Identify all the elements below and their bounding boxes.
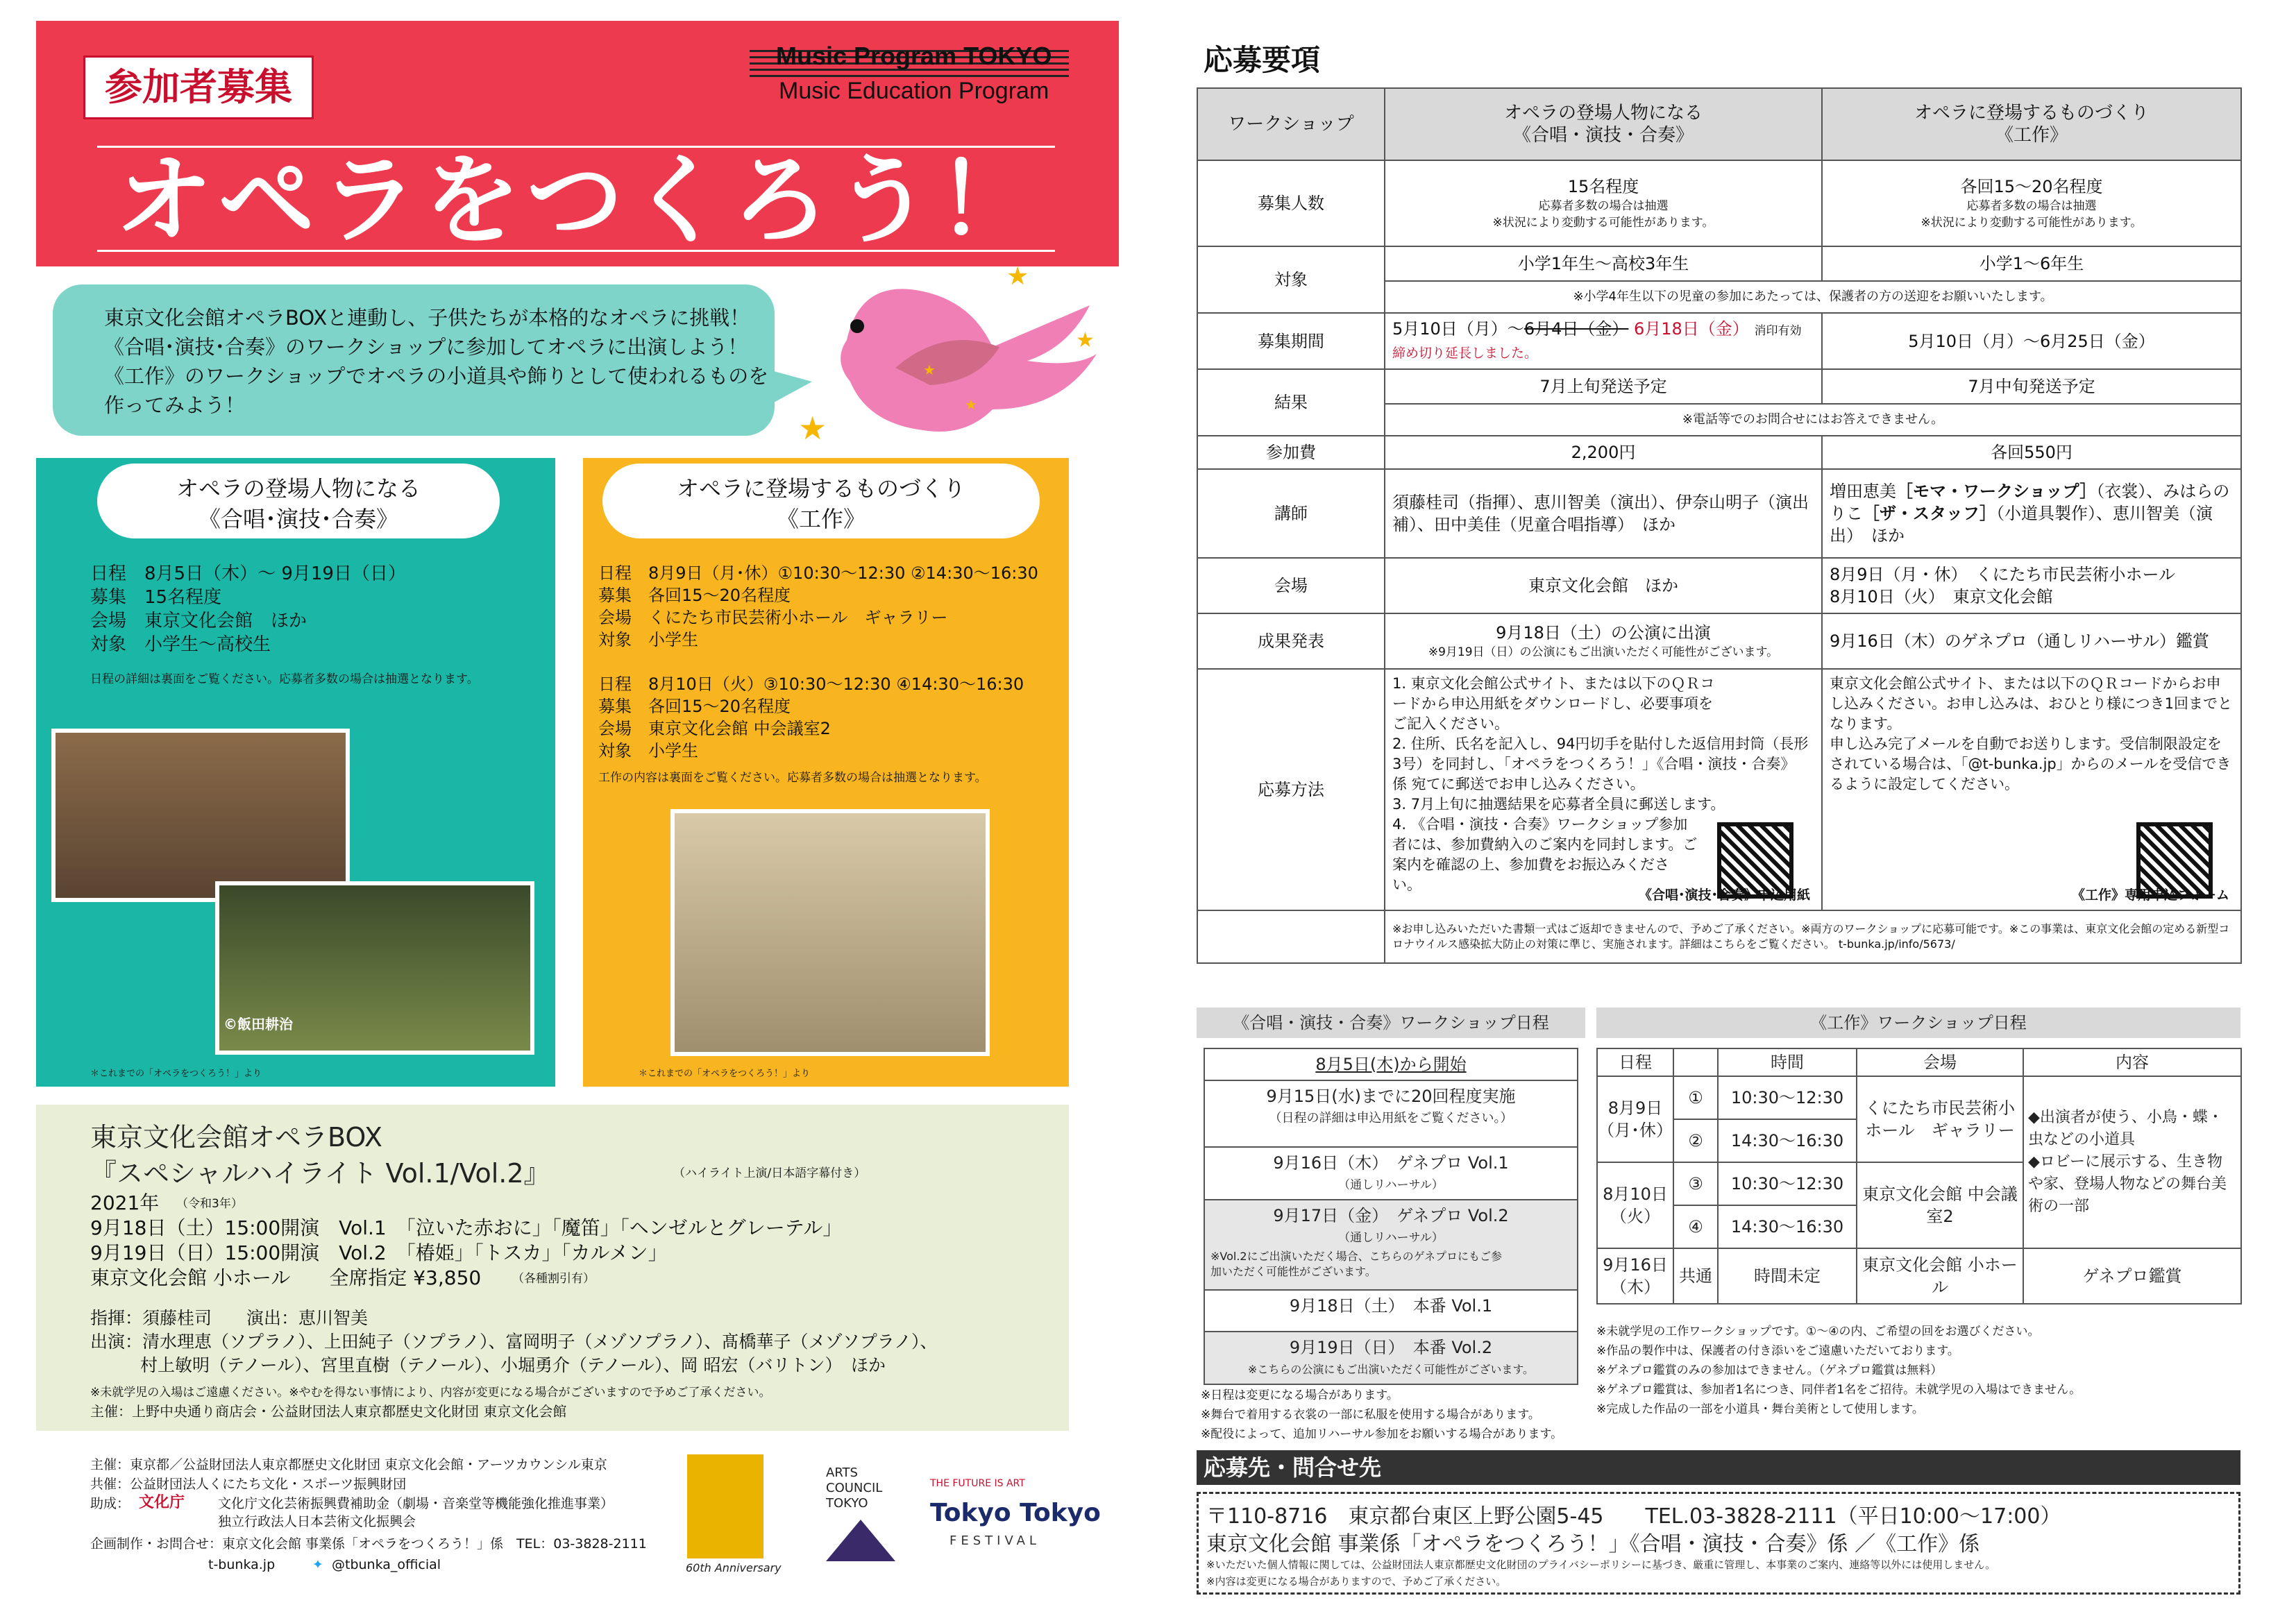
target-a: 小学1年生～高校3年生 bbox=[1385, 246, 1822, 281]
opera-box-subtitle: 『スペシャルハイライト Vol.1/Vol.2』 bbox=[90, 1158, 550, 1189]
fee-a: 2,200円 bbox=[1385, 436, 1822, 469]
footer-grant-label: 助成： bbox=[90, 1496, 130, 1511]
schedule-a-note: ※Vol.2にご出演いただく場合、こちらのゲネプロにもご参 bbox=[1210, 1250, 1502, 1263]
apply-b bbox=[1822, 669, 2241, 910]
page-title: オペラをつくろう！ bbox=[115, 144, 1040, 257]
session-content bbox=[2023, 1076, 2241, 1248]
row-label: 講師 bbox=[1197, 469, 1385, 558]
session-time: 14:30～16:30 bbox=[1718, 1119, 1857, 1162]
schedule-b-title: 《工作》ワークショップ日程 bbox=[1596, 1008, 2240, 1038]
arts-council-logo bbox=[826, 1465, 882, 1511]
workshop-b-s1-date: 日程 8月9日（月･休）①10:30～12:30 ②14:30～16:30 bbox=[598, 563, 1038, 583]
header-cell: 内容 bbox=[2023, 1048, 2241, 1076]
count-b-value: 各回15～20名程度 bbox=[1960, 177, 2103, 196]
workshop-a-venue: 会場 東京文化会館 ほか bbox=[90, 611, 307, 631]
date-text: 9月16日 bbox=[1603, 1255, 1668, 1275]
anniversary-text: 60th Anniversary bbox=[686, 1561, 782, 1574]
apply-a bbox=[1385, 669, 1822, 910]
schedule-a-note: ※配役によって、追加リハーサル参加をお願いする場合があります。 bbox=[1201, 1427, 1563, 1441]
table-row bbox=[1197, 669, 2241, 910]
intro-line: 《工作》のワークショップでオペラの小道具や飾りとして使われるものを bbox=[104, 364, 769, 388]
period-a-new-deadline: 6月18日（金） bbox=[1634, 319, 1749, 339]
row-label: 結果 bbox=[1197, 369, 1385, 436]
footer-web: t-bunka.jp bbox=[208, 1557, 276, 1572]
back-page bbox=[1148, 0, 2296, 1623]
arts-council-word: ARTS bbox=[826, 1465, 858, 1480]
photo-caption: ＊これまでの「オペラをつくろう！」より bbox=[90, 1069, 262, 1079]
schedule-a-row bbox=[1205, 1200, 1577, 1291]
intro-line: 《合唱･演技･合奏》のワークショップに参加してオペラに出演しよう！ bbox=[104, 335, 748, 359]
date-cell bbox=[1597, 1162, 1673, 1248]
col-a-line1: オペラの登場人物になる bbox=[1503, 103, 1703, 124]
craft-photo bbox=[670, 809, 990, 1056]
session-number: ④ bbox=[1673, 1205, 1718, 1248]
teacher-b bbox=[1822, 469, 2241, 558]
workshop-b-s2-date: 日程 8月10日（火）③10:30～12:30 ④14:30～16:30 bbox=[598, 674, 1024, 694]
workshop-a-note: 日程の詳細は裏面をご覧ください。応募者多数の場合は抽選となります。 bbox=[90, 672, 479, 686]
schedule-b-note: ※ゲネプロ鑑賞のみの参加はできません。（ゲネプロ鑑賞は無料） bbox=[1596, 1363, 1943, 1377]
festival-text: FESTIVAL bbox=[949, 1533, 1040, 1548]
svg-text:★: ★ bbox=[965, 396, 977, 413]
count-a-sub2: ※状況により変動する可能性があります。 bbox=[1492, 216, 1714, 230]
venue-b-1: 8月9日（月・休） くにたち市民芸術小ホール bbox=[1830, 565, 2176, 584]
contact-address: 〒110-8716 東京都台東区上野公園5-45 TEL.03-3828-2111（平日10:00～17:00） bbox=[1206, 1504, 2061, 1529]
result-a: 7月上旬発送予定 bbox=[1385, 369, 1822, 404]
schedule-a-date: 9月17日（金） bbox=[1273, 1206, 1381, 1225]
change-note: ※内容は変更になる場合がありますので、予めご了承ください。 bbox=[1206, 1575, 1507, 1588]
period-a bbox=[1385, 313, 1822, 369]
opera-box-year: 2021年 bbox=[90, 1191, 160, 1214]
teacher-b-rest2: （小道具製作）、恵川智美（演出） ほか bbox=[1830, 504, 2213, 545]
apply-a-step2: 2. 住所、氏名を記入し、94円切手を貼付した返信用封筒（長形3号）を同封し、「オペラをつくろう！」《合唱・演技・合奏》係 宛てに郵送でお申し込みください。 bbox=[1392, 736, 1809, 792]
table-row bbox=[1197, 469, 2241, 558]
count-b-sub2: ※状況により変動する可能性があります。 bbox=[1921, 216, 2143, 230]
arts-council-triangle-icon bbox=[826, 1520, 895, 1561]
bottom-note-2: info/5673/ bbox=[1898, 937, 1955, 951]
session-time: 10:30～12:30 bbox=[1718, 1162, 1857, 1205]
row-label: 成果発表 bbox=[1197, 613, 1385, 669]
schedule-a-start: 8月5日(木)から開始 bbox=[1205, 1049, 1577, 1081]
target-b: 小学1～6年生 bbox=[1822, 246, 2241, 281]
table-row bbox=[1197, 88, 2241, 160]
bottom-note bbox=[1385, 910, 2241, 963]
schedule-a-sessions bbox=[1205, 1081, 1577, 1148]
qr-b-label: 《工作》専用申込フォーム bbox=[2071, 887, 2229, 903]
col-b-line1: オペラに登場するものづくり bbox=[1914, 103, 2149, 124]
arts-council-word: TOKYO bbox=[826, 1496, 868, 1511]
workshop-b-note: 工作の内容は裏面をご覧ください。応募者多数の場合は抽選となります。 bbox=[598, 771, 987, 785]
workshop-a-label bbox=[97, 464, 500, 538]
header-cell: 日程 bbox=[1597, 1048, 1673, 1076]
craft-photo-caption: ＊これまでの「オペラをつくろう！」より bbox=[639, 1069, 811, 1079]
star-icon: ★ bbox=[798, 409, 827, 447]
schedule-a-event: ゲネプロ Vol.2 bbox=[1396, 1206, 1509, 1225]
session-venue: 東京文化会館 中会議室2 bbox=[1857, 1162, 2023, 1248]
opera-box-note: ※未就学児の入場はご遠慮ください。※やむを得ない事情により、内容が変更になる場合がございますので予めご了承ください。 bbox=[90, 1386, 771, 1400]
date-text: 8月10日 bbox=[1603, 1184, 1668, 1204]
count-a bbox=[1385, 160, 1822, 246]
table-row bbox=[1197, 369, 2241, 404]
table-row bbox=[1197, 313, 2241, 369]
session-number: 共通 bbox=[1673, 1248, 1718, 1304]
session-number: ① bbox=[1673, 1076, 1718, 1119]
svg-text:★: ★ bbox=[1006, 264, 1029, 291]
result-b: 7月中旬発送予定 bbox=[1822, 369, 2241, 404]
intro-line: 作ってみよう！ bbox=[104, 393, 246, 417]
footer-cohost: 共催：公益財団法人くにたち文化・スポーツ振興財団 bbox=[90, 1477, 407, 1492]
schedule-a-event: ゲネプロ Vol.1 bbox=[1396, 1153, 1509, 1173]
workshop-b-s2-venue: 会場 東京文化会館 中会議室2 bbox=[598, 719, 831, 738]
schedule-a-sub: （通しリハーサル） bbox=[1338, 1178, 1444, 1192]
intro-line: 東京文化会館オペラBOXと連動し、子供たちが本格的なオペラに挑戦！ bbox=[104, 306, 750, 330]
contact-dept: 東京文化会館 事業係「オペラをつくろう！」《合唱・演技・合奏》係 ／《工作》係 bbox=[1206, 1532, 1980, 1556]
performance-1: 9月18日（土）15:00開演 Vol.1 「泣いた赤おに」「魔笛」「ヘンゼルとグレーテル」 bbox=[90, 1216, 843, 1239]
schedule-a-note: ※日程は変更になる場合があります。 bbox=[1201, 1388, 1399, 1402]
session-number: ② bbox=[1673, 1119, 1718, 1162]
header-cell: 時間 bbox=[1718, 1048, 1857, 1076]
table-row bbox=[1197, 160, 2241, 246]
venue-b bbox=[1822, 558, 2241, 613]
schedule-b-note: ※未就学児の工作ワークショップです。①～④の内、ご希望の回をお選びください。 bbox=[1596, 1325, 2040, 1339]
workshop-b-s2-target: 対象 小学生 bbox=[598, 741, 698, 760]
apply-a-step1: 1. 東京文化会館公式サイト、または以下のＱＲコードから申込用紙をダウンロードし、必要事項をご記入ください。 bbox=[1392, 675, 1715, 732]
result-note: ※電話等でのお問合せにはお答えできません。 bbox=[1385, 404, 2241, 436]
schedule-b-note: ※ゲネプロ鑑賞は、参加者1名につき、同伴者1名をご招待。未就学児の入場はできません。 bbox=[1596, 1383, 2082, 1397]
footer-contact: 企画制作・お問合せ：東京文化会館 事業係「オペラをつくろう！」係 TEL：03-3828-2111 bbox=[90, 1536, 647, 1552]
row-label: 対象 bbox=[1197, 246, 1385, 313]
period-a-extended: 締め切り延長しました。 bbox=[1392, 346, 1538, 361]
workshop-b-s1-target: 対象 小学生 bbox=[598, 630, 698, 649]
workshop-b-label-line2: 《工作》 bbox=[776, 506, 866, 532]
show-b: 9月16日（木）のゲネプロ（通しリハーサル）鑑賞 bbox=[1822, 613, 2241, 669]
workshop-a-label-line1: オペラの登場人物になる bbox=[176, 475, 421, 502]
footer-grant-1: 文化庁文化芸術振興費補助金（劇場・音楽堂等機能強化推進事業） bbox=[218, 1496, 614, 1511]
schedule-a-date: 9月16日（木） bbox=[1273, 1153, 1381, 1173]
period-a-suffix: 消印有効 bbox=[1754, 324, 1802, 338]
tokyo-bunka-kaikan-logo bbox=[687, 1454, 763, 1558]
footer-organizer: 主催：東京都／公益財団法人東京都歴史文化財団 東京文化会館・アーツカウンシル東京 bbox=[90, 1457, 607, 1472]
date-text: 8月9日 bbox=[1607, 1098, 1663, 1118]
row-label: 会場 bbox=[1197, 558, 1385, 613]
target-note: ※小学4年生以下の児童の参加にあたっては、保護者の方の送迎をお願いいたします。 bbox=[1385, 281, 2241, 313]
schedule-b-table bbox=[1596, 1048, 2242, 1305]
schedule-a-note: ※舞台で着用する衣裳の一部に私服を使用する場合があります。 bbox=[1201, 1408, 1540, 1422]
bottom-note-1: ※お申し込みいただいた書類一式はご返却できませんので、予めご了承ください。※両方のワークショップに応募可能です。※この事業は、東京文化会館の定める新型コロナウイルス感染拡大防止の対策に準じ、実施されます。詳細はこちらをご覧ください。 t-bunka.jp/ bbox=[1392, 922, 2230, 951]
col-b bbox=[1822, 88, 2241, 160]
opera-box-title: 東京文化会館オペラBOX bbox=[90, 1122, 382, 1153]
col-label: ワークショップ bbox=[1197, 88, 1385, 160]
schedule-a-sessions-note: （日程の詳細は申込用紙をご覧ください。） bbox=[1269, 1111, 1513, 1125]
apply-b-1: 東京文化会館公式サイト、または以下のＱＲコードからお申し込みください。お申し込みは、おひとり様につき1回までとなります。 bbox=[1830, 675, 2232, 732]
workshop-a-date: 日程 8月5日（木）～ 9月19日（日） bbox=[90, 563, 406, 584]
schedule-a-date: 9月18日（土） bbox=[1289, 1296, 1396, 1316]
venue-b-2: 8月10日（火） 東京文化会館 bbox=[1830, 587, 2053, 606]
opera-box-cast-1: 出演：清水理恵（ソプラノ）、上田純子（ソプラノ）、富岡明子（メゾソプラノ）、髙橋華子（メゾソプラノ）、 bbox=[90, 1332, 938, 1352]
table-row bbox=[1197, 436, 2241, 469]
session-content: ゲネプロ鑑賞 bbox=[2023, 1248, 2241, 1304]
requirements-table bbox=[1197, 87, 2242, 964]
workshop-b-s2-count: 募集 各回15～20名程度 bbox=[598, 697, 791, 716]
bird-illustration bbox=[819, 264, 1111, 444]
festival-tagline: THE FUTURE IS ART bbox=[930, 1478, 1025, 1489]
opera-box-staff: 指揮：須藤桂司 演出：恵川智美 bbox=[90, 1308, 369, 1328]
date-cell bbox=[1597, 1248, 1673, 1304]
count-b-sub: 応募者多数の場合は抽選 bbox=[1966, 199, 2097, 213]
schedule-a-sessions-text: 9月15日(水)までに20回程度実施 bbox=[1266, 1087, 1516, 1106]
content-1: ◆出演者が使う、小鳥・蝶・虫などの小道具 bbox=[2028, 1109, 2223, 1148]
opera-box-sponsor: 主催：上野中央通り商店会・公益財団法人東京都歴史文化財団 東京文化会館 bbox=[90, 1403, 567, 1420]
workshop-b-label-line1: オペラに登場するものづくり bbox=[676, 475, 965, 502]
fee-b: 各回550円 bbox=[1822, 436, 2241, 469]
table-row bbox=[1197, 613, 2241, 669]
apply-a-step3: 3. 7月上旬に抽選結果を応募者全員に郵送します。 bbox=[1392, 796, 1725, 813]
requirements-heading: 応募要項 bbox=[1204, 43, 1321, 77]
schedule-a-event: 本番 Vol.2 bbox=[1412, 1338, 1493, 1357]
date-day: （月･休） bbox=[1598, 1121, 1673, 1140]
show-a-value: 9月18日（土）の公演に出演 bbox=[1496, 623, 1711, 643]
apply-a-step4: 4. 《合唱・演技・合奏》ワークショップ参加者には、参加費納入のご案内を同封します。ご案内を確認の上、参加費をお振込みください。 bbox=[1392, 816, 1698, 893]
opera-box-venue-note: （各種割引有） bbox=[512, 1272, 595, 1286]
period-a-start: 5月10日（月）～ bbox=[1392, 319, 1524, 339]
col-a bbox=[1385, 88, 1822, 160]
session-time: 14:30～16:30 bbox=[1718, 1205, 1857, 1248]
schedule-a-event: 本番 Vol.1 bbox=[1412, 1296, 1493, 1316]
schedule-a-note: ※こちらの公演にもご出演いただく可能性がございます。 bbox=[1247, 1363, 1535, 1376]
footer-twitter: @tbunka_official bbox=[332, 1557, 441, 1572]
performance-2: 9月19日（日）15:00開演 Vol.2 「椿姫」「トスカ」「カルメン」 bbox=[90, 1241, 668, 1264]
row-label: 募集期間 bbox=[1197, 313, 1385, 369]
recruit-badge: 参加者募集 bbox=[83, 56, 314, 119]
session-number: ③ bbox=[1673, 1162, 1718, 1205]
arts-council-word: COUNCIL bbox=[826, 1481, 883, 1495]
period-a-old-deadline: 6月4日（金） bbox=[1523, 319, 1629, 339]
session-venue: 東京文化会館 小ホール bbox=[1857, 1248, 2023, 1304]
workshop-a-label-line2: 《合唱･演技･合奏》 bbox=[198, 506, 398, 532]
workshop-a-count: 募集 15名程度 bbox=[90, 587, 222, 608]
col-a-line2: 《合唱・演技・合奏》 bbox=[1512, 125, 1694, 146]
svg-text:★: ★ bbox=[923, 362, 936, 378]
opera-box-cast-2: 村上敏明（テノール）、宮里直樹（テノール）、小堀勇介（テノール）、岡 昭宏（バリトン） ほか bbox=[140, 1355, 886, 1375]
schedule-a-note: 加いただく可能性がございます。 bbox=[1210, 1265, 1376, 1278]
date-cell bbox=[1597, 1076, 1673, 1162]
schedule-a-row bbox=[1205, 1332, 1577, 1384]
workshop-b-s1-count: 募集 各回15～20名程度 bbox=[598, 586, 791, 605]
table-row bbox=[1197, 246, 2241, 281]
teacher-b-rest1: （衣裳）、みはらのりこ bbox=[1830, 482, 2230, 523]
date-day: （火） bbox=[1610, 1207, 1660, 1226]
session-venue: くにたち市民芸術小ホール ギャラリー bbox=[1857, 1076, 2023, 1162]
session-time: 10:30～12:30 bbox=[1718, 1076, 1857, 1119]
row-label: 募集人数 bbox=[1197, 160, 1385, 246]
header-cell: 会場 bbox=[1857, 1048, 2023, 1076]
apply-b-2: 申し込み完了メールを自動でお送りします。受信制限設定をされている場合は、「@t-bunka.jp」からのメールを受信できるように設定してください。 bbox=[1830, 736, 2231, 792]
row-label: 応募方法 bbox=[1197, 669, 1385, 910]
program-name: Music Program TOKYO bbox=[776, 42, 1052, 70]
bottom-note-spacer bbox=[1197, 910, 1385, 963]
workshop-a-target: 対象 小学生～高校生 bbox=[90, 634, 271, 655]
show-a-note: ※9月19日（日）の公演にもご出演いただく可能性がございます。 bbox=[1428, 645, 1779, 659]
teacher-b-org2: ［ザ・スタッフ］ bbox=[1863, 504, 1996, 523]
schedule-a-title: 《合唱・演技・合奏》ワークショップ日程 bbox=[1197, 1008, 1585, 1038]
teacher-b-org1: ［モマ・ワークショップ］ bbox=[1896, 482, 2097, 501]
schedule-a-date: 9月19日（日） bbox=[1289, 1338, 1396, 1357]
opera-box-venue: 東京文化会館 小ホール 全席指定 ¥3,850 bbox=[90, 1266, 482, 1289]
contact-heading: 応募先・問合せ先 bbox=[1197, 1450, 2240, 1485]
show-a bbox=[1385, 613, 1822, 669]
venue-a: 東京文化会館 ほか bbox=[1385, 558, 1822, 613]
schedule-b-note: ※完成した作品の一部を小道具・舞台美術として使用します。 bbox=[1596, 1402, 1924, 1416]
period-b: 5月10日（月）～6月25日（金） bbox=[1822, 313, 2241, 369]
schedule-a-row bbox=[1205, 1148, 1577, 1200]
workshop-b-s1-venue: 会場 くにたち市民芸術小ホール ギャラリー bbox=[598, 608, 948, 627]
svg-text:★: ★ bbox=[1076, 328, 1095, 352]
footer-grant-2: 独立行政法人日本芸術文化振興会 bbox=[218, 1514, 416, 1529]
schedule-a-sub: （通しリハーサル） bbox=[1338, 1231, 1444, 1245]
table-row bbox=[1597, 1248, 2241, 1304]
count-a-value: 15名程度 bbox=[1567, 177, 1639, 196]
date-day: （木） bbox=[1610, 1277, 1660, 1297]
program-subname: Music Education Program bbox=[779, 78, 1049, 104]
count-a-sub: 応募者多数の場合は抽選 bbox=[1538, 199, 1669, 213]
teacher-b-name: 増田恵美 bbox=[1830, 482, 1896, 501]
table-row bbox=[1597, 1048, 2241, 1076]
opera-box-year-note: （令和3年） bbox=[176, 1197, 243, 1211]
session-time: 時間未定 bbox=[1718, 1248, 1857, 1304]
twitter-icon: ✦ bbox=[312, 1557, 323, 1572]
content-2: ◆ロビーに展示する、生き物や家、登場人物などの舞台美術の一部 bbox=[2028, 1153, 2227, 1215]
privacy-note: ※いただいた個人情報に関しては、公益財団法人東京都歴史文化財団のプライバシーポリシーに基づき、厳重に管理し、本事業のご案内、連絡等以外には使用しません。 bbox=[1206, 1558, 1996, 1571]
qr-a-label: 《合唱･演技･合奏》申込用紙 bbox=[1638, 887, 1810, 903]
schedule-a-list bbox=[1204, 1048, 1578, 1385]
teacher-a: 須藤桂司（指揮）、恵川智美（演出）、伊奈山明子（演出補）、田中美佳（児童合唱指導） ほか bbox=[1385, 469, 1822, 558]
col-b-line2: 《工作》 bbox=[1995, 125, 2068, 146]
header-cell bbox=[1673, 1048, 1718, 1076]
rehearsal-photo bbox=[51, 729, 350, 902]
count-b bbox=[1822, 160, 2241, 246]
schedule-b-note: ※作品の製作中は、保護者の付き添いをご遠慮いただいております。 bbox=[1596, 1344, 1959, 1358]
schedule-a-row bbox=[1205, 1291, 1577, 1332]
bunkacho-logo: 文化庁 bbox=[139, 1494, 185, 1511]
table-row bbox=[1197, 558, 2241, 613]
opera-box-subtitle-note: （ハイライト上演/日本語字幕付き） bbox=[673, 1166, 866, 1180]
table-row bbox=[1197, 910, 2241, 963]
table-row bbox=[1597, 1076, 2241, 1119]
photo-credit: ©飯田耕治 bbox=[223, 1016, 293, 1033]
row-label: 参加費 bbox=[1197, 436, 1385, 469]
workshop-b-label bbox=[602, 464, 1040, 538]
tokyo-tokyo-logo: Tokyo Tokyo bbox=[930, 1499, 1101, 1527]
